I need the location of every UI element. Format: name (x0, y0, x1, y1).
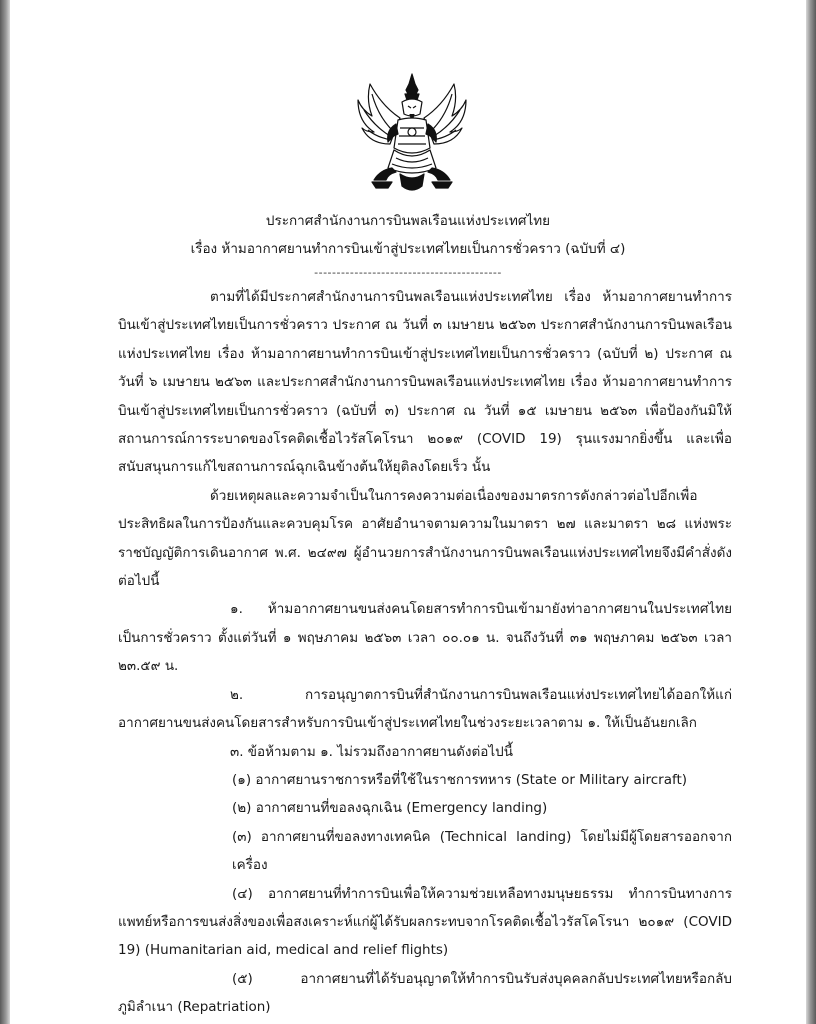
photo-frame-left (0, 0, 10, 1024)
clause-1: ๑. ห้ามอากาศยานขนส่งคนโดยสารทำการบินเข้ามายังท่าอากาศยานในประเทศไทยเป็นการชั่วคราว ตั้งแต่วันที่ ๑ พฤษภาคม ๒๕๖๓ เวลา ๐๐.๐๑ น. จนถึงวันที่ ๓๑ พฤษภาคม ๒๕๖๓ เวลา ๒๓.๕๙ น. (118, 601, 732, 675)
clause-2: ๒. การอนุญาตการบินที่สำนักงานการบินพลเรือนแห่งประเทศไทยได้ออกให้แก่อากาศยานขนส่งคนโดยสารสำหรับการบินเข้าสู่ประเทศไทยในช่วงระยะเวลาตาม ๑. ให้เป็นอันยกเลิก (118, 686, 732, 732)
clause-3: ๓. ข้อห้ามตาม ๑. ไม่รวมถึงอากาศยานดังต่อไปนี้ (230, 743, 513, 760)
announcement-body (118, 283, 732, 1022)
paragraph-reasoning: ด้วยเหตุผลและความจำเป็นในการคงความต่อเนื่องของมาตรการดังกล่าวต่อไปอีกเพื่อประสิทธิผลในการป้องกันและควบคุมโรค อาศัยอำนาจตามความในมาตรา ๒๗ และมาตรา ๒๘ แห่งพระราชบัญญัติการเดินอากาศ พ.ศ. ๒๔๙๗ ผู้อำนวยการสำนักงานการบินพลเรือนแห่งประเทศไทยจึงมีคำสั่งดังต่อไปนี้ (118, 487, 732, 590)
photo-frame-right (806, 0, 816, 1024)
divider-rule: ------------------------------------------ (314, 266, 502, 279)
exception-item: (๔) อากาศยานที่ทำการบินเพื่อให้ความช่วยเหลือทางมนุษยธรรม ทำการบินทางการแพทย์หรือการขนส่งสิ่งของเพื่อสงเคราะห์แก่ผู้ได้รับผลกระทบจากโรคติดเชื้อไวรัสโคโรนา ๒๐๑๙ (COVID 19) (Humanitarian aid, medical and relief flights) (118, 885, 732, 959)
paragraph-background: ตามที่ได้มีประกาศสำนักงานการบินพลเรือนแห่งประเทศไทย เรื่อง ห้ามอากาศยานทำการบินเข้าสู่ประเทศไทยเป็นการชั่วคราว ประกาศ ณ วันที่ ๓ เมษายน ๒๕๖๓ ประกาศสำนักงานการบินพลเรือนแห่งประเทศไทย เรื่อง ห้ามอากาศยานทำการบินเข้าสู่ประเทศไทยเป็นการชั่วคราว (ฉบับที่ ๒) ประกาศ ณ วันที่ ๖ เมษายน ๒๕๖๓ และประกาศสำนักงานการบินพลเรือนแห่งประเทศไทย เรื่อง ห้ามอากาศยานทำการบินเข้าสู่ประเทศไทยเป็นการชั่วคราว (ฉบับที่ ๓) ประกาศ ณ วันที่ ๑๕ เมษายน ๒๕๖๓ เพื่อป้องกันมิให้สถานการณ์การระบาดของโรคติดเชื้อไวรัสโคโรนา ๒๐๑๙ (COVID 19) รุนแรงมากยิ่งขึ้น และเพื่อสนับสนุนการแก้ไขสถานการณ์ฉุกเฉินข้างต้นให้ยุติลงโดยเร็ว นั้น (118, 289, 732, 476)
exception-item: (๓) อากาศยานที่ขอลงทางเทคนิค (Technical landing) โดยไม่มีผู้โดยสารออกจากเครื่อง (232, 828, 732, 874)
garuda-emblem-icon (352, 70, 472, 198)
announcement-title: ประกาศสำนักงานการบินพลเรือนแห่งประเทศไทย (265, 213, 551, 229)
announcement-subject: เรื่อง ห้ามอากาศยานทำการบินเข้าสู่ประเทศไทยเป็นการชั่วคราว (ฉบับที่ ๔) (190, 241, 626, 257)
exception-item: (๒) อากาศยานที่ขอลงฉุกเฉิน (Emergency landing) (232, 800, 548, 817)
exception-item: (๕) อากาศยานที่ได้รับอนุญาตให้ทำการบินรับส่งบุคคลกลับประเทศไทยหรือกลับภูมิลำเนา (Repatriation) (118, 970, 732, 1016)
exception-item: (๑) อากาศยานราชการหรือที่ใช้ในราชการทหาร (State or Military aircraft) (232, 771, 688, 788)
